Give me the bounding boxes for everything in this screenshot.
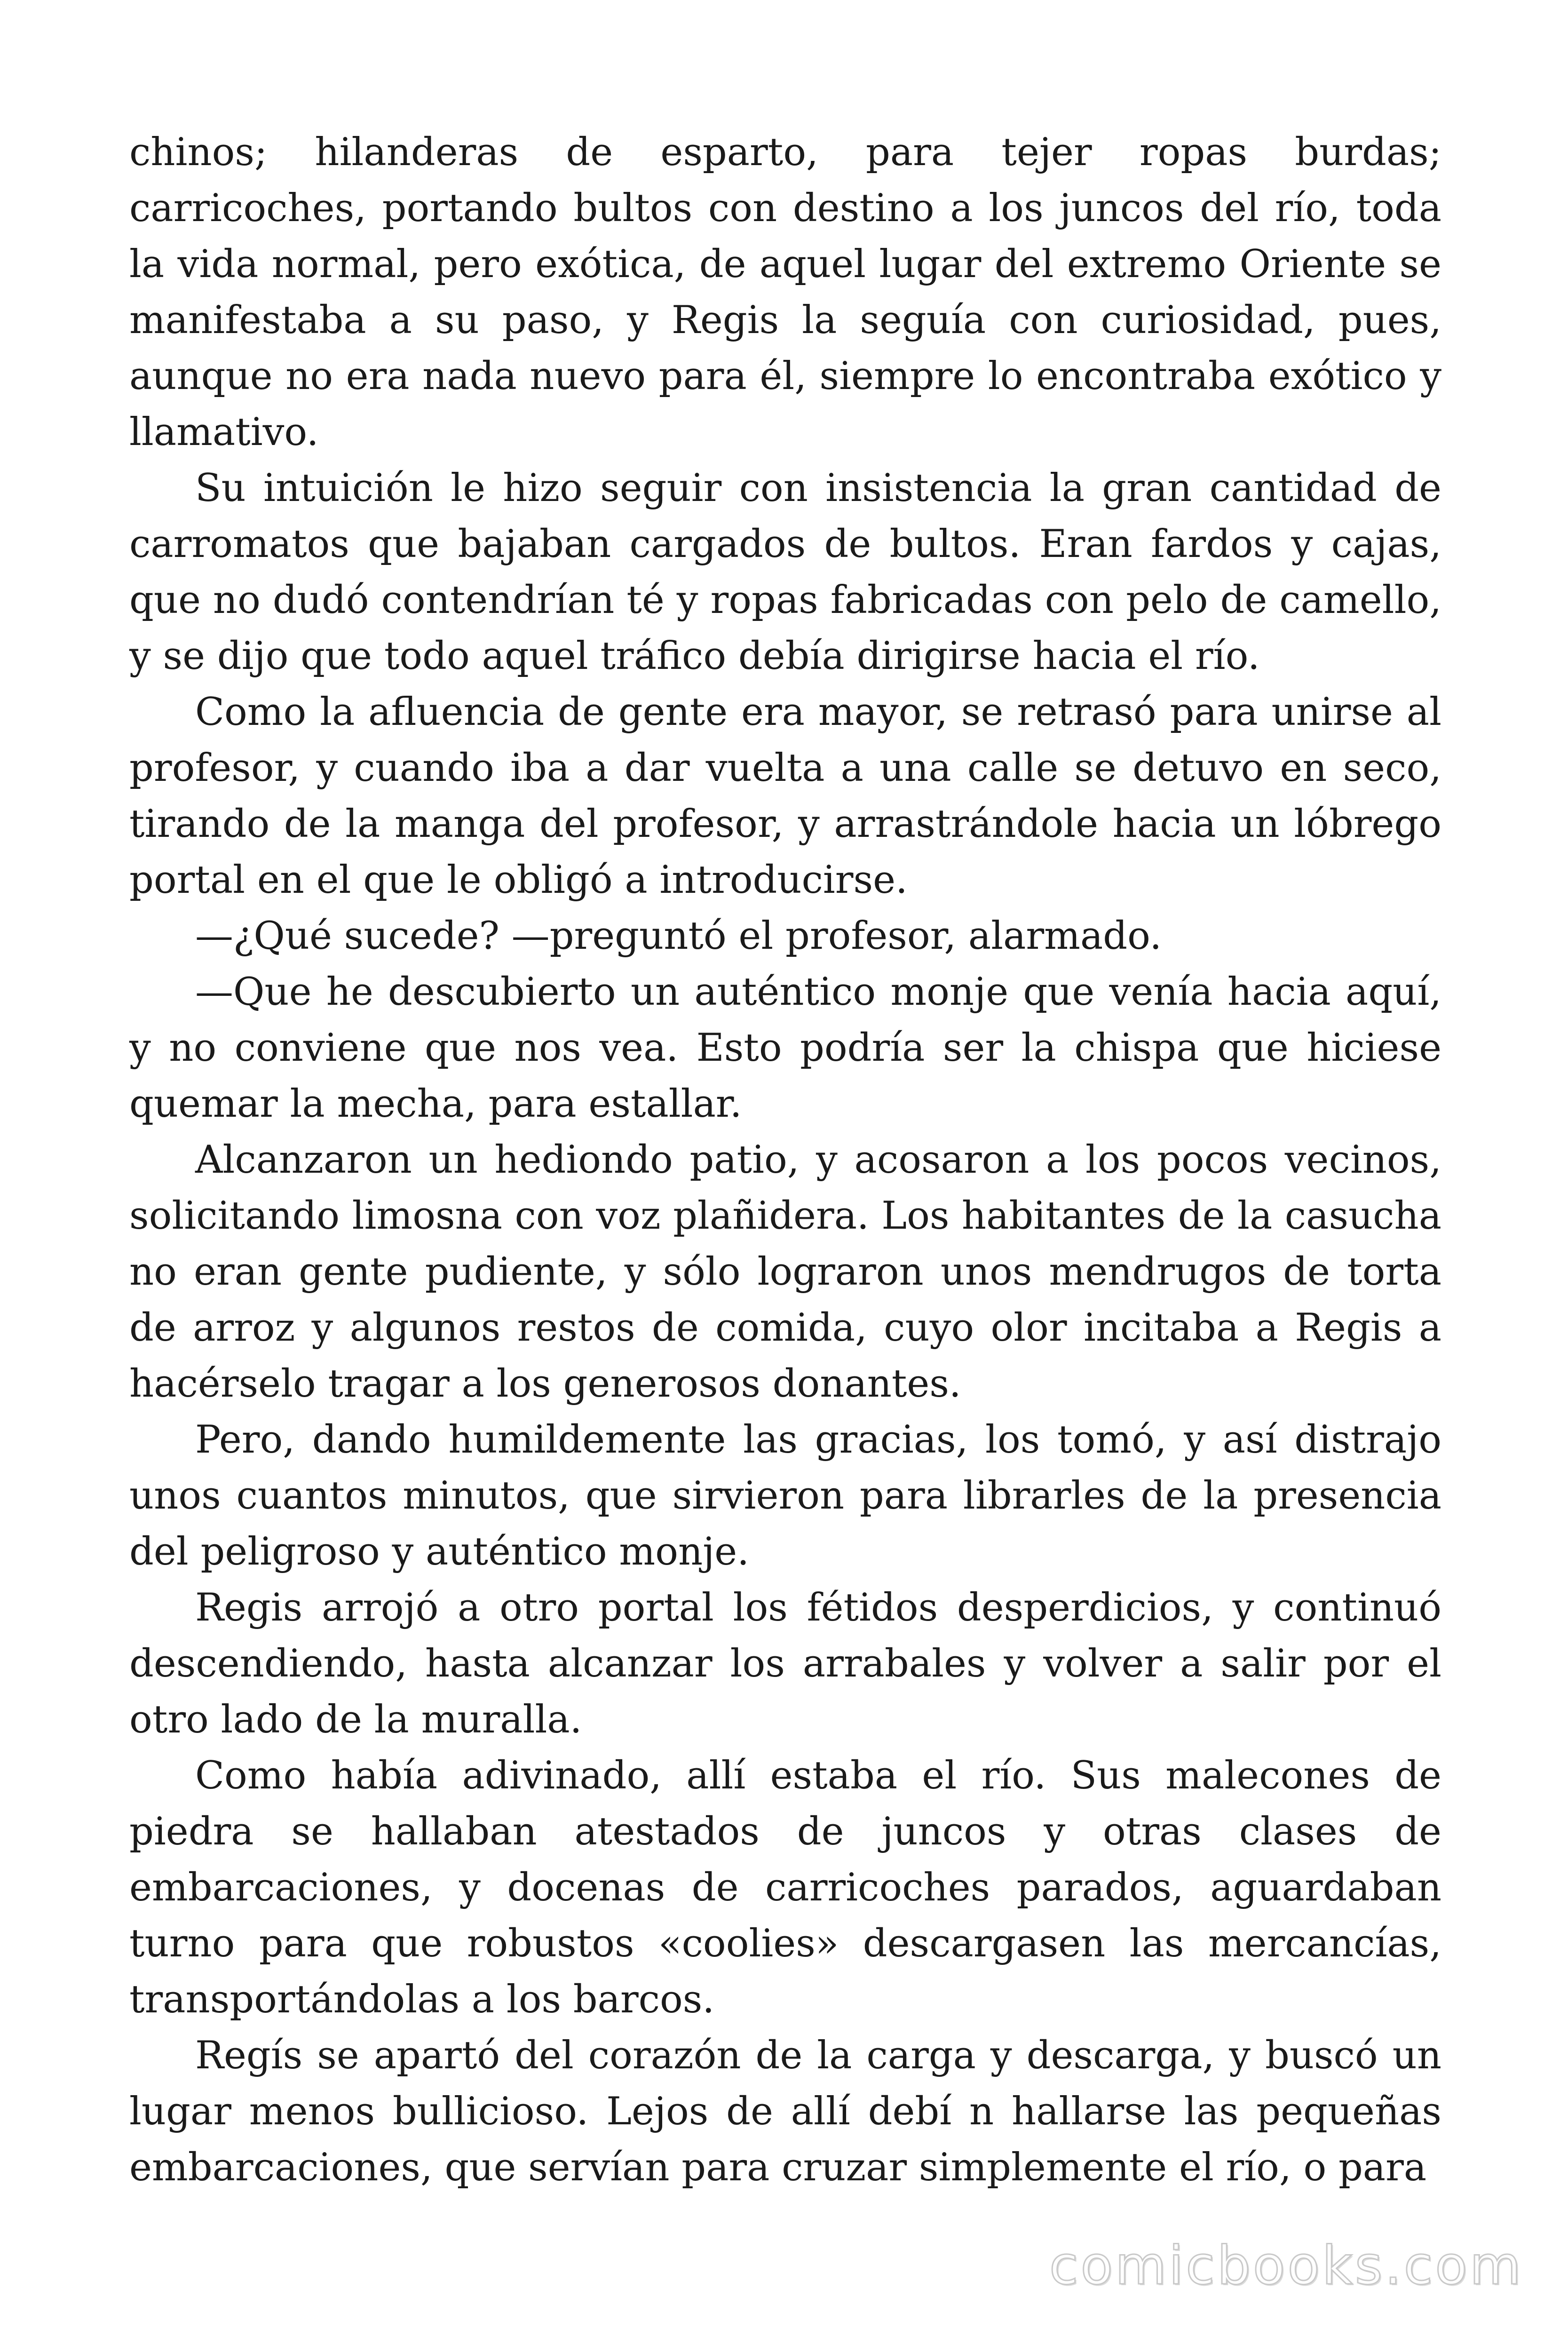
paragraph-1: chinos; hilanderas de esparto, para tejer ropas burdas; carricoches, portando bultos con destino a los juncos del río, toda la vida normal, pero exótica, de aquel lugar del extremo Oriente se manifestaba a su paso, y Regis la seguía con curiosidad, pues, aunque no era nada nuevo para él, siempre lo encontraba exótico y llamativo. xyxy=(129,130,1441,454)
paragraph-7: Pero, dando humildemente las gracias, los tomó, y así distrajo unos cuantos minutos, que sirvieron para librarles de la presencia del peligroso y auténtico monje. xyxy=(129,1418,1441,1574)
paragraph-8: Regis arrojó a otro portal los fétidos desperdicios, y continuó descendiendo, hasta alcanzar los arrabales y volver a salir por el otro lado de la muralla. xyxy=(129,1586,1441,1742)
paragraph-3: Como la afluencia de gente era mayor, se retrasó para unirse al profesor, y cuando iba a dar vuelta a una calle se detuvo en seco, tirando de la manga del profesor, y arrastrándole hacia un lóbrego portal en el que le obligó a introducirse. xyxy=(129,690,1441,902)
paragraph-10: Regís se apartó del corazón de la carga y descarga, y buscó un lugar menos bullicioso. Lejos de allí debí n hallarse las pequeñas embarcaciones, que servían para cruzar simplemente el río, o para xyxy=(129,2034,1441,2190)
book-page-text xyxy=(129,125,1441,2196)
paragraph-6: Alcanzaron un hediondo patio, y acosaron a los pocos vecinos, solicitando limosna con voz plañidera. Los habitantes de la casucha no eran gente pudiente, y sólo lograron unos mendrugos de torta de arroz y algunos restos de comida, cuyo olor incitaba a Regis a hacérselo tragar a los generosos donantes. xyxy=(129,1138,1441,1406)
watermark-text: comicbooks.com xyxy=(1049,2235,1523,2296)
dialogue-line-2: —Que he descubierto un auténtico monje que venía hacia aquí, y no conviene que nos vea. Esto podría ser la chispa que hiciese quemar la mecha, para estallar. xyxy=(129,970,1441,1126)
paragraph-2: Su intuición le hizo seguir con insistencia la gran cantidad de carromatos que bajaban cargados de bultos. Eran fardos y cajas, que no dudó contendrían té y ropas fabricadas con pelo de camello, y se dijo que todo aquel tráfico debía dirigirse hacia el río. xyxy=(129,466,1441,678)
dialogue-line-1: —¿Qué sucede? —preguntó el profesor, alarmado. xyxy=(195,914,1162,958)
paragraph-9: Como había adivinado, allí estaba el río. Sus malecones de piedra se hallaban atestados de juncos y otras clases de embarcaciones, y docenas de carricoches parados, aguardaban turno para que robustos «coolies» descargasen las mercancías, transportándolas a los barcos. xyxy=(129,1754,1441,2022)
